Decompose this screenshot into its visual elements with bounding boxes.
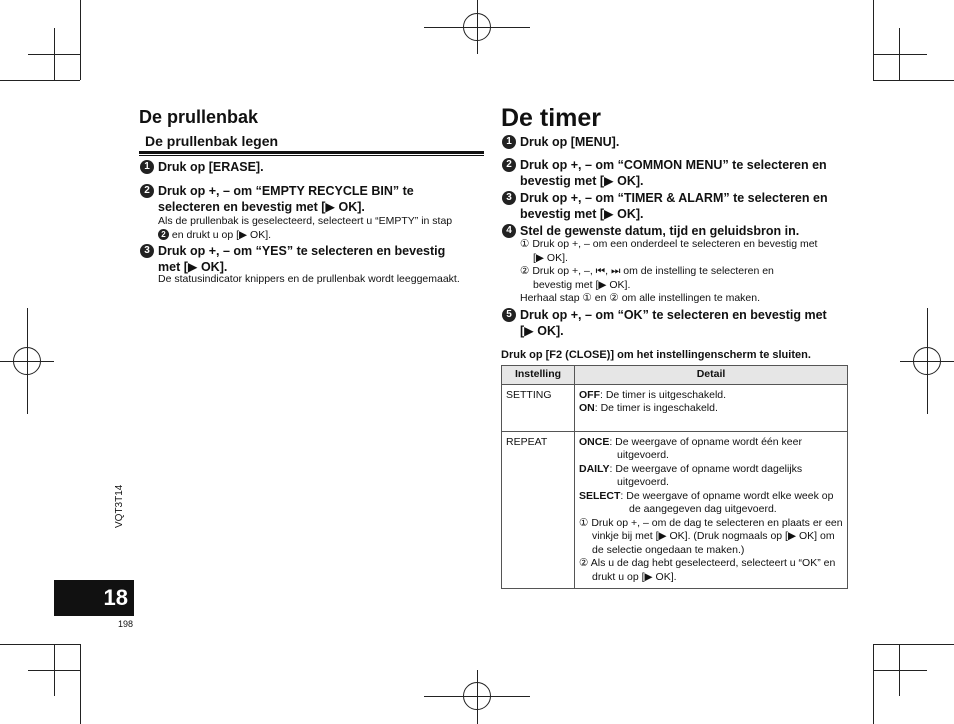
note-text: ① Druk op +, – om een onderdeel te selecteren en bevestig met [520,238,818,250]
step-number: 1 [502,135,516,149]
step [140,183,485,217]
settings-table [501,365,848,589]
step-note [158,215,488,242]
option-text: : De weergave of opname wordt elke week op de aangegeven dag uitgevoerd. [620,489,834,515]
step-text: Druk op [ERASE]. [158,160,264,174]
step-number: 2 [140,184,154,198]
step-text: Druk op [MENU]. [520,135,620,149]
step [502,134,847,152]
crop-mark [80,0,81,80]
step-number: 4 [502,224,516,238]
model-code: VQT3T14 [114,484,125,528]
crop-mark [873,0,874,80]
crop-mark [873,670,927,671]
option-text: ② Als u de dag hebt geselecteerd, selecteert u “OK” en drukt u op [▶ OK]. [579,557,836,583]
crop-mark [873,54,927,55]
table-header-row [502,366,848,385]
step-text: Druk op +, – om “COMMON MENU” te selecteren en [520,158,827,172]
step-text: bevestig met [▶ OK]. [520,207,644,221]
note-text: Herhaal stap ① en ② om alle instellingen te maken. [520,292,761,304]
step-number: 2 [158,229,169,240]
step-text: [▶ OK]. [520,324,564,338]
table-row [502,431,848,589]
section-title: De prullenbak [139,107,259,127]
option-text: ① Druk op +, – om de dag te selecteren en plaats er een vinkje bij met [▶ OK]. (Druk nogmaals op [▶ OK] om de selectie ongedaan te maken.) [579,516,843,556]
note-text: bevestig met [▶ OK]. [533,278,631,291]
option-text: : De weergave of opname wordt één keer uitgevoerd. [609,435,802,461]
setting-name: SETTING [502,384,575,431]
setting-detail [575,431,848,589]
step-number: 5 [502,308,516,322]
option-text: : De timer is uitgeschakeld. [600,388,727,401]
step-text: met [▶ OK]. [158,260,228,274]
option-text: : De timer is ingeschakeld. [594,402,718,414]
registration-mark [463,13,491,41]
step-text: Druk op +, – om “TIMER & ALARM” te selecteren en [520,191,828,205]
crop-mark [0,80,80,81]
registration-mark [913,347,941,375]
step-text: Druk op +, – om “YES” te selecteren en bevestig [158,244,446,258]
divider [139,155,484,156]
crop-mark [0,644,80,645]
option-name: SELECT [579,489,621,502]
option-name: OFF [579,388,600,401]
crop-mark [873,80,954,81]
option-name: DAILY [579,462,610,475]
note-text: De statusindicator knippers en de prullenbak wordt leeggemaakt. [158,273,460,285]
step-text: selecteren en bevestig met [▶ OK]. [158,200,365,214]
note-text: Als de prullenbak is geselecteerd, selecteert u “EMPTY” in stap [158,215,453,227]
option-text: : De weergave of opname wordt dagelijks uitgevoerd. [609,462,803,488]
table-header: Detail [575,366,848,385]
crop-mark [28,54,80,55]
note-text: [▶ OK]. [533,251,568,264]
step-text: bevestig met [▶ OK]. [520,174,644,188]
step [140,159,485,177]
step [502,157,852,191]
step-number: 3 [502,191,516,205]
close-note: Druk op [F2 (CLOSE)] om het instellingenscherm te sluiten. [501,349,811,361]
option-name: ONCE [579,435,610,448]
crop-mark [28,670,80,671]
registration-mark [463,682,491,710]
step-note [520,238,850,306]
table-row [502,384,848,431]
note-text: en drukt u op [▶ OK]. [169,228,272,241]
page-number: 18 [54,580,134,616]
step-number: 2 [502,158,516,172]
crop-mark [80,644,81,724]
step [140,243,485,277]
step-number: 1 [140,160,154,174]
registration-mark [13,347,41,375]
step-text: Stel de gewenste datum, tijd en geluidsbron in. [520,224,800,238]
step-number: 3 [140,244,154,258]
option-name: ON [579,402,595,414]
table-header: Instelling [502,366,575,385]
crop-mark [873,644,954,645]
small-page-number: 198 [118,619,134,629]
crop-mark [873,644,874,724]
setting-detail [575,384,848,431]
step-text: Druk op +, – om “OK” te selecteren en bevestig met [520,308,827,322]
step [502,190,852,224]
note-text: ② Druk op +, –, ⏮, ⏭ om de instelling te selecteren en [520,265,774,277]
section-title: De timer [501,104,602,132]
setting-name: REPEAT [502,431,575,589]
note-text [158,229,488,243]
step-text: Druk op +, – om “EMPTY RECYCLE BIN” te [158,184,414,198]
divider [139,151,484,154]
step-note [158,273,493,287]
step [502,307,852,341]
section-subtitle: De prullenbak legen [145,133,279,149]
